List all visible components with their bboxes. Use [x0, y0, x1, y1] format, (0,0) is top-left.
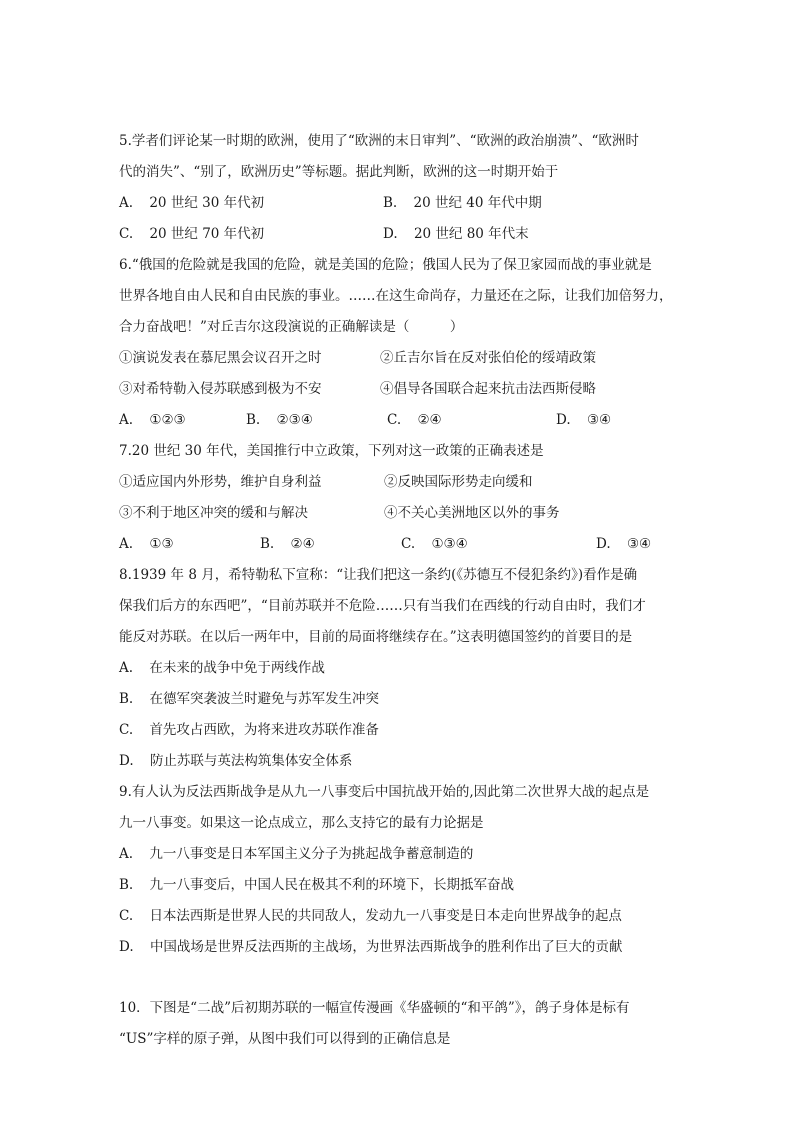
q6-stem-line2: 世界各地自由人民和自由民族的事业。……在这生命尚存，力量还在之际，让我们加倍努力， — [119, 288, 673, 304]
option-key: B. — [119, 691, 134, 707]
q9-option-c — [119, 906, 622, 926]
option-text: 在未来的战争中免于两线作战 — [149, 660, 325, 676]
option-key: A. — [119, 846, 134, 862]
q8-option-d — [119, 751, 352, 771]
q7-statement-2: ②反映国际形势走向缓和 — [384, 474, 533, 490]
q7-statement-4: ④不关心美洲地区以外的事务 — [384, 505, 560, 521]
q7-option-d — [596, 534, 651, 554]
q9-stem-line2: 九一八事变。如果这一论点成立，那么支持它的最有力论据是 — [119, 815, 484, 831]
q7-stem-line1: 7.20 世纪 30 年代，美国推行中立政策，下列对这一政策的正确表述是 — [119, 443, 544, 459]
option-key: D. — [119, 753, 134, 769]
option-key: B. — [246, 412, 261, 428]
q7-statement-1: ①适应国内外形势，维护自身利益 — [119, 474, 322, 490]
q7-option-c — [401, 534, 468, 554]
option-text: ①③ — [149, 536, 174, 552]
q5-option-c — [119, 224, 264, 244]
q7-statement-3: ③不利于地区冲突的缓和与解决 — [119, 505, 308, 521]
option-text: 九一八事变是日本军国主义分子为挑起战争蓄意制造的 — [149, 846, 474, 862]
option-text: 首先攻占西欧，为将来进攻苏联作准备 — [149, 722, 379, 738]
q5-option-b — [383, 193, 542, 213]
option-text: 中国战场是世界反法西斯的主战场，为世界法西斯战争的胜利作出了巨大的贡献 — [149, 939, 623, 955]
q6-option-b — [246, 410, 313, 430]
q5-stem-line2: 代的消失”、“别了，欧洲历史”等标题。据此判断，欧洲的这一时期开始于 — [119, 164, 559, 180]
option-text: 20 世纪 70 年代初 — [149, 226, 265, 242]
q6-statement-4: ④倡导各国联合起来抗击法西斯侵略 — [380, 381, 596, 397]
option-key: C. — [401, 536, 416, 552]
option-text: ②③④ — [276, 412, 313, 428]
option-key: D. — [596, 536, 611, 552]
q6-statement-3: ③对希特勒入侵苏联感到极为不安 — [119, 381, 322, 397]
option-key: A. — [119, 412, 134, 428]
q8-option-a — [119, 658, 325, 678]
q5-option-a — [119, 193, 264, 213]
option-key: D. — [556, 412, 571, 428]
q8-option-c — [119, 720, 379, 740]
q9-option-d — [119, 937, 622, 957]
q10-stem-line1: 10．下图是“二战”后初期苏联的一幅宣传漫画《华盛顿的“和平鸽”》，鸽子身体是标有 — [119, 1000, 630, 1016]
option-text: 20 世纪 30 年代初 — [149, 195, 265, 211]
q10-stem-line2: “US”字样的原子弹，从图中我们可以得到的正确信息是 — [119, 1031, 451, 1047]
option-key: C. — [119, 722, 134, 738]
option-text: 日本法西斯是世界人民的共同敌人，发动九一八事变是日本走向世界战争的起点 — [149, 908, 622, 924]
option-key: A. — [119, 195, 134, 211]
option-text: 20 世纪 80 年代末 — [413, 226, 529, 242]
option-text: 在德军突袭波兰时避免与苏军发生冲突 — [149, 691, 380, 707]
option-key: C. — [119, 908, 134, 924]
option-text: 防止苏联与英法构筑集体安全体系 — [149, 753, 353, 769]
q6-option-d — [556, 410, 611, 430]
q8-stem-line1: 8.1939 年 8 月，希特勒私下宣称：“让我们把这一条约(《苏德互不侵犯条约》)看作是确 — [119, 567, 638, 583]
option-text: ①②③ — [149, 412, 186, 428]
option-key: B. — [119, 877, 134, 893]
option-text: ②④ — [417, 412, 442, 428]
q6-option-a — [119, 410, 186, 430]
q9-option-a — [119, 844, 473, 864]
q6-stem-line3: 合力奋战吧！”对丘吉尔这段演说的正确解读是（ ） — [119, 319, 464, 335]
option-key: C. — [387, 412, 402, 428]
option-text: ③④ — [586, 412, 612, 428]
option-key: B. — [260, 536, 275, 552]
q9-option-b — [119, 875, 514, 895]
q7-option-b — [260, 534, 315, 554]
option-text: ①③④ — [431, 536, 468, 552]
q5-stem-line1: 5.学者们评论某一时期的欧洲，使用了“欧洲的末日审判”、“欧洲的政治崩溃”、“欧洲时 — [119, 133, 639, 149]
option-key: D. — [383, 226, 398, 242]
q6-statement-2: ②丘吉尔旨在反对张伯伦的绥靖政策 — [380, 350, 596, 366]
option-key: A. — [119, 536, 134, 552]
option-key: B. — [383, 195, 398, 211]
option-text: ②④ — [290, 536, 315, 552]
q6-stem-line1: 6.“俄国的危险就是我国的危险，就是美国的危险；俄国人民为了保卫家园而战的事业就是 — [119, 257, 652, 273]
option-text: ③④ — [626, 536, 652, 552]
q5-option-d — [383, 224, 529, 244]
q8-stem-line2: 保我们后方的东西吧”，“目前苏联并不危险……只有当我们在西线的行动自由时，我们才 — [119, 598, 646, 614]
option-text: 九一八事变后，中国人民在极其不利的环境下，长期抵军奋战 — [149, 877, 515, 893]
q7-option-a — [119, 534, 174, 554]
q9-stem-line1: 9.有人认为反法西斯战争是从九一八事变后中国抗战开始的,因此第二次世界大战的起点是 — [119, 784, 650, 800]
q8-stem-line3: 能反对苏联。在以后一两年中，目前的局面将继续存在。”这表明德国签约的首要目的是 — [119, 629, 633, 645]
option-key: D. — [119, 939, 134, 955]
option-key: C. — [119, 226, 134, 242]
q6-statement-1: ①演说发表在慕尼黑会议召开之时 — [119, 350, 322, 366]
option-key: A. — [119, 660, 134, 676]
q8-option-b — [119, 689, 379, 709]
option-text: 20 世纪 40 年代中期 — [413, 195, 542, 211]
q6-option-c — [387, 410, 442, 430]
